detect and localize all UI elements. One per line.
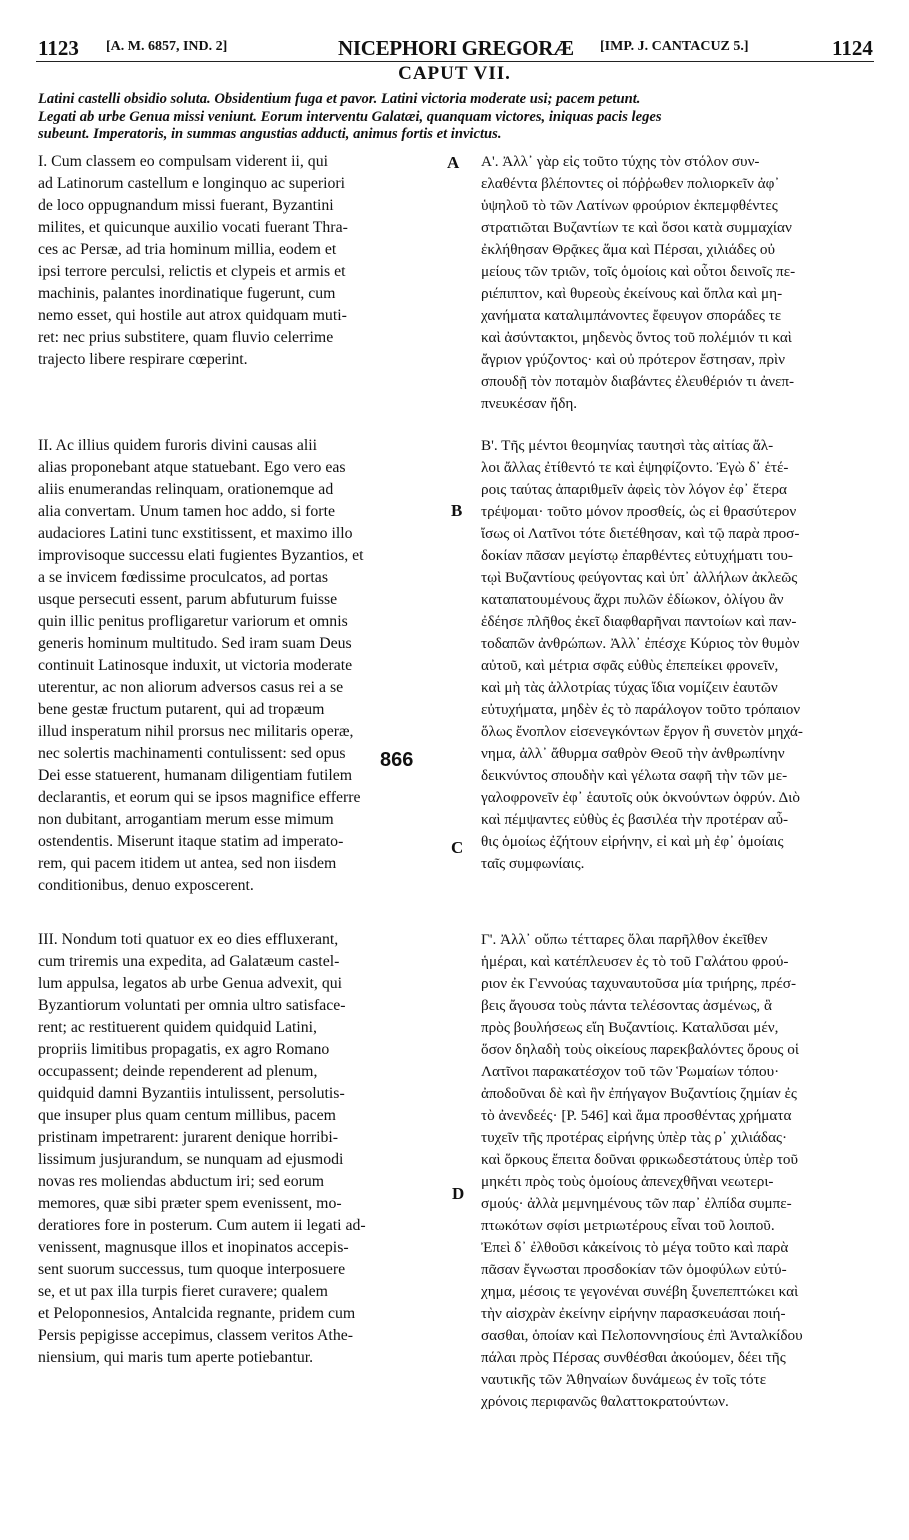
text-line: ἀποδοῦναι δὲ καὶ ἣν ἐπήγαγον Βυζαντίοις ζημίαν ἐς bbox=[481, 1085, 797, 1102]
text-line: III. Nondum toti quatuor ex eo dies effluxerant, bbox=[38, 931, 339, 948]
text-line: ces ac Persæ, ad tria hominum millia, eodem et bbox=[38, 241, 337, 258]
text-line: χημα, μέσοις τε γεγονέναι συνέβη ξυνεπεπτώκει καὶ bbox=[481, 1283, 799, 1300]
text-line: occupassent; deinde rependerent ad plenum, bbox=[38, 1063, 318, 1080]
text-line: deratiores fore in posterum. Cum autem ii legati ad- bbox=[38, 1217, 366, 1234]
text-line: ἄγριον γρύζοντος· καὶ οὐ πρότερον ἔστησαν, πρὶν bbox=[481, 351, 785, 368]
text-line: niensium, qui maris tum aperte potiebantur. bbox=[38, 1349, 314, 1366]
header-reference-left: [A. M. 6857, IND. 2] bbox=[106, 39, 228, 54]
text-line: nec solertis machinamenti contulissent: sed opus bbox=[38, 745, 346, 762]
text-line: propriis limitibus propagatis, ex agro Romano bbox=[38, 1041, 330, 1058]
text-line: εὐτυχήματα, μηδὲν ἐς τὸ παράλογον τοῦτο τρόπαιον bbox=[481, 701, 801, 718]
text-line: aliis enumerandas relinquam, orationemque ad bbox=[38, 481, 334, 498]
text-line: ἐδέησε πλῆθος ἐκεῖ διαφθαρῆναι παντοίων καὶ παν- bbox=[481, 613, 797, 630]
greek-paragraph-1 bbox=[481, 151, 874, 415]
text-line: τρέψομαι· τοῦτο μόνον προσθείς, ὡς εἰ θρασύτερον bbox=[481, 503, 797, 520]
text-line: ταῖς συμφωνίαις. bbox=[481, 855, 585, 872]
text-line: usque persecuti essent, parum abfuturum fuisse bbox=[38, 591, 338, 608]
text-line: θις ὁμοίως ἐζήτουν εἰρήνην, εἰ καὶ μὴ ἐφ᾽ ὁμοίαις bbox=[481, 833, 784, 850]
header-reference-right: [IMP. J. CANTACUZ 5.] bbox=[600, 39, 749, 54]
text-line: alia convertam. Unum tamen hoc addo, si forte bbox=[38, 503, 335, 520]
text-line: καὶ πέμψαντες εὐθὺς ἐς βασιλέα τὴν προτέραν αὖ- bbox=[481, 811, 789, 828]
chapter-summary bbox=[38, 91, 872, 144]
text-line: conditionibus, denuo exposcerent. bbox=[38, 877, 254, 894]
text-line: αὐτοῦ, καὶ μέτρια σφᾶς εὐθὺς ἐπεπείκει φρονεῖν, bbox=[481, 657, 779, 674]
text-line: milites, et quicunque auxilio vocati fuerant Thra- bbox=[38, 219, 348, 236]
text-line: ναυτικῆς τῶν Ἀθηναίων δυνάμεως ἐν τοῖς τότε bbox=[481, 1371, 767, 1388]
margin-marker-c: C bbox=[451, 838, 464, 857]
text-line: σπουδῇ τὸν ποταμὸν διαβάντες ἐλευθέριόν τι ἀνεπ- bbox=[481, 373, 795, 390]
text-line: declarantis, et eorum qui se ipsos magnifice efferre bbox=[38, 789, 361, 806]
text-line: τὴν αἰσχρὰν ἐκείνην εἰρήνην παρασκευάσαι ποιή- bbox=[481, 1305, 786, 1322]
text-line: στρατιῶται Βυζαντίων τε καὶ ὅσοι κατὰ συμμαχίαν bbox=[481, 219, 792, 236]
text-line: ὑψηλοῦ τὸ τῶν Λατίνων φρούριον ἐκπεμφθέντες bbox=[481, 197, 778, 214]
text-line: ἴσως οἱ Λατῖνοι τότε διετέθησαν, καὶ τῷ παρὰ προσ- bbox=[481, 525, 800, 542]
text-line: καὶ μὴ τὰς ἀλλοτρίας τύχας ἴδια νομίζειν ἑαυτῶν bbox=[481, 679, 778, 696]
text-line: Λατῖνοι παρακατέσχον τοῦ τῶν Ῥωμαίων τόπου· bbox=[481, 1063, 780, 1080]
text-line: rem, qui pacem itidem ut antea, sed non iisdem bbox=[38, 855, 337, 872]
latin-paragraph-2 bbox=[38, 435, 443, 897]
margin-marker-a: A bbox=[447, 153, 460, 172]
summary-line: Latini castelli obsidio soluta. Obsidentium fuga et pavor. Latini victoria moderate usi; pacem petunt. bbox=[38, 91, 641, 107]
text-line: ἐκλήθησαν Θρᾷκες ἅμα καὶ Πέρσαι, χιλιάδες οὐ bbox=[481, 241, 776, 258]
text-line: σμούς· ἀλλὰ μεμνημένους τῶν παρ᾽ ἐλπίδα συμπε- bbox=[481, 1195, 792, 1212]
text-line: I. Cum classem eo compulsam viderent ii, qui bbox=[38, 153, 328, 170]
text-line: de loco oppugnandum missi fuerant, Byzantini bbox=[38, 197, 334, 214]
text-line: a se invicem fœdissime proculcatos, ad portas bbox=[38, 569, 328, 586]
text-line: ὅσον δηλαδὴ τοὺς οἰκείους παρεκβαλόντες ὅρους οἱ bbox=[481, 1041, 799, 1058]
text-line: uterentur, ac non aliorum adversos casus rei a se bbox=[38, 679, 344, 696]
text-line: pristinam impetrarent: jurarent denique horribi- bbox=[38, 1129, 339, 1146]
text-line: quin illic penitus profligaretur variorum et omnis bbox=[38, 613, 348, 630]
text-line: ελαθέντα βλέποντες οἱ πόῤῥωθεν πολιορκεῖν ἀφ᾽ bbox=[481, 175, 780, 192]
column-number-866: 866 bbox=[380, 749, 414, 771]
chapter-heading: CAPUT VII. bbox=[398, 63, 511, 84]
text-line: Byzantiorum voluntati per omnia ultro satisface- bbox=[38, 997, 346, 1014]
text-line: machinis, palantes inordinatique fugerunt, cum bbox=[38, 285, 336, 302]
text-line: πάλαι πρὸς Πέρσας συνθέσθαι ἀκούομεν, δέει τῆς bbox=[481, 1349, 786, 1366]
text-line: Γ'. Ἀλλ᾽ οὔπω τέτταρες ὅλαι παρῆλθον ἐκεῖθεν bbox=[481, 931, 768, 948]
text-line: τοδαπῶν ἀνθρώπων. Ἀλλ᾽ ἐπέσχε Κύριος τὸν θυμὸν bbox=[481, 635, 800, 652]
text-line: venissent, magnusque illos et inopinatos accepis- bbox=[38, 1239, 349, 1256]
text-line: πρὸς βουλήσεως εἴη Βυζαντίοις. Καταλῦσαι μέν, bbox=[481, 1019, 779, 1036]
text-line: Persis pepigisse accepimus, classem veritos Athe- bbox=[38, 1327, 353, 1344]
text-line: alias proponebant atque statuebant. Ego vero eas bbox=[38, 459, 346, 476]
text-line: cum triremis una expedita, ad Galatæum castel- bbox=[38, 953, 340, 970]
text-line: ad Latinorum castellum e longinquo ac superiori bbox=[38, 175, 346, 192]
margin-marker-d: D bbox=[452, 1184, 465, 1203]
page-number-right: 1124 bbox=[832, 36, 873, 60]
latin-paragraph-1 bbox=[38, 151, 443, 371]
text-line: πτωκότων σφίσι μετριωτέρους εἶναι τοῦ λοιποῦ. bbox=[481, 1217, 775, 1234]
text-line: τυχεῖν τῆς προτέρας εἰρήνης ὑπὲρ τὰς ρ᾽ χιλιάδας· bbox=[481, 1129, 788, 1146]
text-line: trajecto libere respirare cœperint. bbox=[38, 351, 248, 368]
text-line: ret: nec prius substitere, quam fluvio celerrime bbox=[38, 329, 334, 346]
text-line: τὸ ἀνενδεές· [P. 546] καὶ ἅμα προσθέντας χρήματα bbox=[481, 1107, 792, 1124]
text-line: γαλοφρονεῖν ἐφ᾽ ἑαυτοῖς οὐκ ὀκνούντων ὀφρύν. Διὸ bbox=[481, 789, 800, 806]
text-line: illud insperatum nihil prorsus nec militaris operæ, bbox=[38, 723, 354, 740]
text-line: πνευκέσαν ἤδη. bbox=[481, 395, 578, 412]
text-line: bene gestæ fructum putarent, qui ad tropæum bbox=[38, 701, 325, 718]
text-line: δοκίαν πᾶσαν μεγίστῳ ἐπαρθέντες εὐτυχήματι του- bbox=[481, 547, 793, 564]
text-line: nemo esset, qui hostile aut atrox quidquam muti- bbox=[38, 307, 347, 324]
text-line: ἡμέραι, καὶ κατέπλευσεν ἐς τὸ τοῦ Γαλάτου φρού- bbox=[481, 953, 789, 970]
text-line: πᾶσαν ἔγνωσται προσδοκίαν τῶν ὁμοφύλων εὐτύ- bbox=[481, 1261, 787, 1278]
text-line: ostendentis. Miserunt itaque statim ad imperato- bbox=[38, 833, 344, 850]
summary-line: Legati ab urbe Genua missi veniunt. Eorum interventu Galatæi, quanquam victores, iniquas pacis leges bbox=[38, 108, 662, 125]
margin-marker-b: B bbox=[451, 501, 463, 520]
summary-line: subeunt. Imperatoris, in summas angustias adducti, animus fortis et invictus. bbox=[38, 126, 502, 142]
text-line: καὶ ἀσύντακτοι, μηδενὸς ὄντος τοῦ πολέμιόν τι καὶ bbox=[481, 329, 792, 346]
text-line: σασθαι, ὁποίαν καὶ Πελοποννησίους ἐπὶ Ἀνταλκίδου bbox=[481, 1327, 803, 1344]
text-line: μείους τῶν τριῶν, τοῖς ὁμοίοις καὶ οὗτοι δεινοῖς πε- bbox=[481, 263, 796, 280]
running-title: NICEPHORI GREGORÆ bbox=[338, 36, 574, 60]
text-line: Β'. Τῆς μέντοι θεομηνίας ταυτησὶ τὰς αἰτίας ἄλ- bbox=[481, 437, 774, 454]
text-line: que insuper plus quam centum millibus, pacem bbox=[38, 1107, 336, 1124]
text-line: et Peloponnesios, Antalcida regnante, pridem cum bbox=[38, 1305, 356, 1322]
text-line: Dei esse statuerent, humanam diligentiam futilem bbox=[38, 767, 353, 784]
text-line: improvisoque successu elati fugientes Byzantios, et bbox=[38, 547, 364, 564]
page-number-left: 1123 bbox=[38, 36, 79, 60]
text-line: II. Ac illius quidem furoris divini causas alii bbox=[38, 437, 318, 454]
text-line: μηκέτι πρὸς τοὺς ὁμοίους ἀπενεχθῆναι νεωτερι- bbox=[481, 1173, 774, 1190]
text-line: Ἐπεὶ δ᾽ ἐλθοῦσι κἀκείνοις τὸ μέγα τοῦτο καὶ παρὰ bbox=[481, 1239, 789, 1256]
text-line: generis hominum multitudo. Sed iram suam Deus bbox=[38, 635, 352, 652]
text-line: lissimum jusjurandum, se nunquam ad ejusmodi bbox=[38, 1151, 344, 1168]
text-line: χανήματα καταλιμπάνοντες ἔφευγον σποράδες τε bbox=[481, 307, 782, 324]
text-line: memores, quæ sibi præter spem evenissent, mo- bbox=[38, 1195, 342, 1212]
text-line: ροις ταύτας ἀπαριθμεῖν ἀφεὶς τὸν λόγον ἐφ᾽ ἕτερα bbox=[481, 481, 787, 498]
greek-paragraph-3 bbox=[481, 929, 874, 1413]
text-line: quidquid damni Byzantiis intulissent, persolutis- bbox=[38, 1085, 345, 1102]
text-line: audaciores Latini tunc exstitissent, et maximo illo bbox=[38, 525, 353, 542]
text-line: rent; ac restituerent quidem quidquid Latini, bbox=[38, 1019, 317, 1036]
text-line: δεικνύντος σπουδὴν καὶ γέλωτα σαφῆ τὴν τῶν με- bbox=[481, 767, 788, 784]
text-line: ipsi terrore perculsi, relictis et clypeis et armis et bbox=[38, 263, 346, 280]
text-line: lum appulsa, legatos ab urbe Genua advexit, qui bbox=[38, 975, 343, 992]
text-line: χρόνοις περιφανῶς θαλαττοκρατούντων. bbox=[481, 1393, 729, 1410]
text-line: ὅλως ἔνοπλον εἰσενεγκόντων ἔργον ἢ συνετὸν μηχά- bbox=[481, 723, 803, 740]
greek-paragraph-2 bbox=[481, 435, 874, 875]
text-line: ριέπιπτον, καὶ θυρεοὺς ἐκείνους καὶ ὅπλα καὶ μη- bbox=[481, 285, 783, 302]
text-line: καταπατουμένους ἄχρι πυλῶν ἐδίωκον, ὀλίγου ἂν bbox=[481, 591, 784, 608]
latin-paragraph-3 bbox=[38, 929, 443, 1369]
header-rule bbox=[36, 61, 874, 62]
text-line: καὶ ὅρκους ἔπειτα δοῦναι φρικωδεστάτους ὑπὲρ τοῦ bbox=[481, 1151, 799, 1168]
text-line: λοι ἄλλας ἐτίθεντό τε καὶ ἐψηφίζοντο. Ἐγὼ δ᾽ ἑτέ- bbox=[481, 459, 789, 476]
text-line: continuit Latinosque induxit, ut victoria moderate bbox=[38, 657, 353, 674]
text-line: novas res moliendas abductum iri; sed eorum bbox=[38, 1173, 325, 1190]
text-line: se, et ut pax illa turpis fieret curavere; qualem bbox=[38, 1283, 328, 1300]
text-line: βεις ἄγουσα τοὺς πάντα τελέσοντας ἀσμένως, ἃ bbox=[481, 997, 772, 1014]
text-line: sent suorum successus, tum quoque interposuere bbox=[38, 1261, 346, 1278]
text-line: Α'. Ἀλλ᾽ γὰρ εἰς τοῦτο τύχης τὸν στόλον συν- bbox=[481, 153, 760, 170]
text-line: τῳὶ Βυζαντίους φεύγοντας καὶ ὑπ᾽ ἀλλήλων ἀκλεῶς bbox=[481, 569, 798, 586]
text-line: ριον ἐκ Γεννούας ταχυναυτοῦσα μία τριήρης, πρέσ- bbox=[481, 975, 797, 992]
text-line: νημα, ἀλλ᾽ ἄθυρμα σαθρὸν Θεοῦ τὴν ἀνθρωπίνην bbox=[481, 745, 785, 762]
text-line: non dubitant, arrogantiam merum esse mimum bbox=[38, 811, 334, 828]
